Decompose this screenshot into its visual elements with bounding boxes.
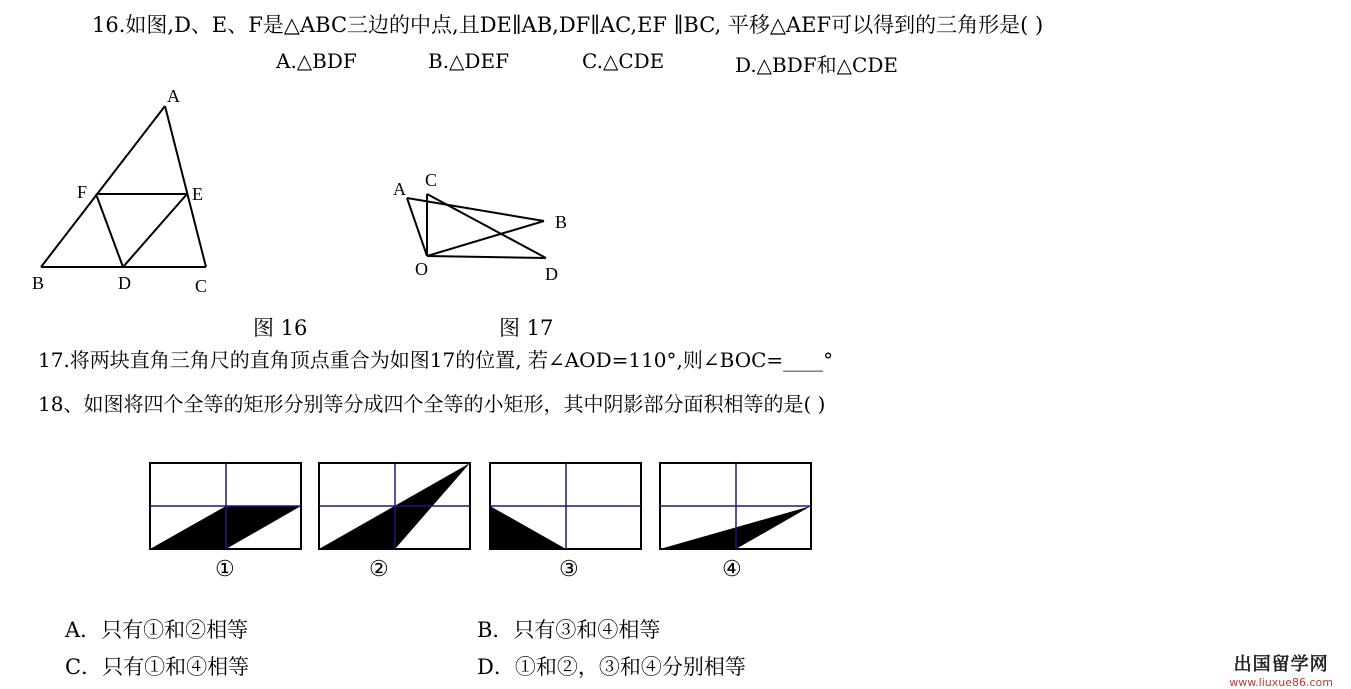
label-b: B bbox=[555, 212, 568, 232]
label-c: C bbox=[195, 276, 208, 296]
watermark-title: 出国留学网 bbox=[1233, 654, 1329, 675]
q18-option-b: B．只有③和④相等 bbox=[477, 618, 661, 642]
label-a: A bbox=[393, 179, 406, 199]
ray-oa bbox=[407, 198, 427, 256]
figure-16-caption: 图 16 bbox=[253, 316, 308, 340]
q16-option-c: C.△CDE bbox=[582, 49, 665, 73]
q18-option-a: A．只有①和②相等 bbox=[65, 618, 249, 642]
rect-4 bbox=[660, 463, 811, 549]
figure-17 bbox=[380, 165, 580, 295]
figure-label-3: ③ bbox=[559, 557, 579, 582]
question-16: 16.如图,D、E、F是△ABC三边的中点,且DE∥AB,DF∥AC,EF ∥BC, 平移△AEF可以得到的三角形是( ) bbox=[92, 13, 1044, 37]
q16-option-b: B.△DEF bbox=[428, 49, 509, 73]
label-d: D bbox=[545, 264, 558, 284]
q18-option-d: D．①和②，③和④分别相等 bbox=[477, 655, 746, 679]
question-17: 17.将两块直角三角尺的直角顶点重合为如图17的位置, 若∠AOD=110°,则∠BOC=____° bbox=[38, 348, 834, 372]
watermark-logo bbox=[1229, 650, 1333, 689]
figure-label-2: ② bbox=[369, 557, 389, 582]
q16-option-a: A.△BDF bbox=[276, 49, 357, 73]
figure-label-1: ① bbox=[215, 557, 235, 582]
figure-16 bbox=[0, 80, 230, 310]
rect-3 bbox=[490, 463, 641, 549]
q16-option-d: D.△BDF和△CDE bbox=[735, 53, 898, 77]
figure-18 bbox=[140, 455, 830, 560]
label-f: F bbox=[77, 182, 88, 202]
segment-fd bbox=[96, 194, 123, 267]
rect-1 bbox=[150, 463, 301, 549]
q18-option-c: C．只有①和④相等 bbox=[65, 655, 250, 679]
label-e: E bbox=[192, 184, 203, 204]
segment-ed bbox=[123, 194, 187, 267]
side-ab bbox=[41, 106, 165, 267]
ray-od bbox=[427, 256, 546, 258]
label-a: A bbox=[167, 86, 180, 106]
watermark-url: www.liuxue86.com bbox=[1229, 676, 1333, 689]
label-d: D bbox=[118, 273, 131, 293]
rect-2 bbox=[319, 463, 470, 549]
shaded-region-3 bbox=[490, 506, 566, 549]
figure-17-caption: 图 17 bbox=[499, 316, 554, 340]
question-18: 18、如图将四个全等的矩形分别等分成四个全等的小矩形，其中阴影部分面积相等的是( ) bbox=[38, 392, 826, 416]
figure-label-4: ④ bbox=[722, 557, 742, 582]
label-b: B bbox=[32, 273, 45, 293]
label-o: O bbox=[415, 259, 428, 279]
label-c: C bbox=[425, 170, 438, 190]
